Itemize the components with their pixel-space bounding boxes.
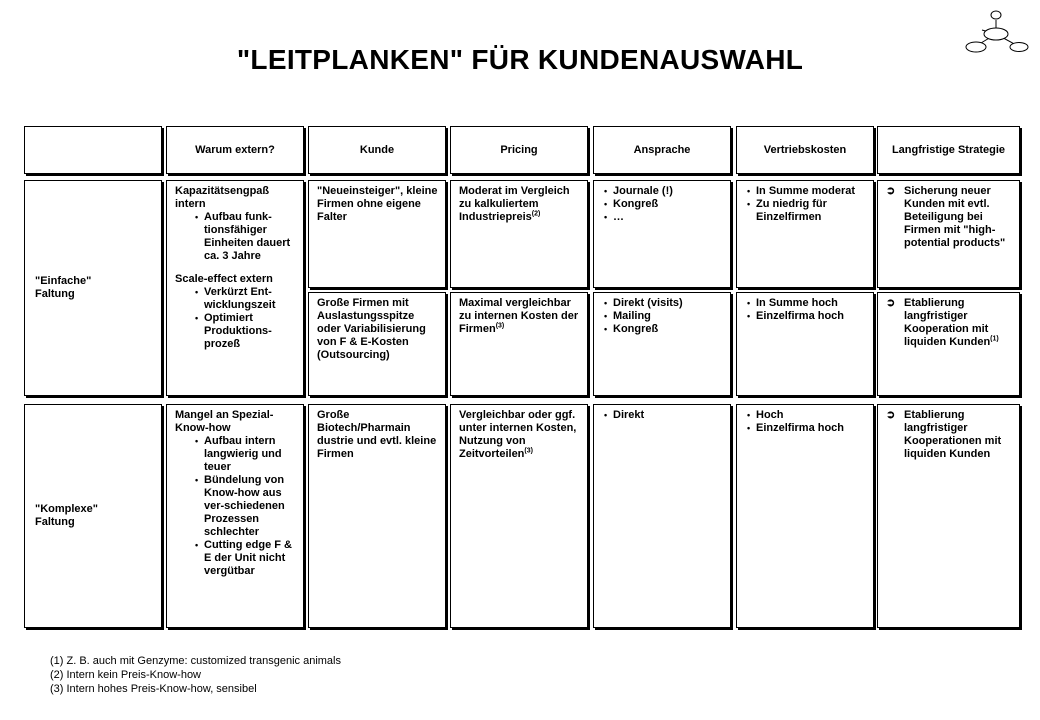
cell-ansprache-r2 — [593, 292, 731, 396]
vertrieb-r3-list — [745, 409, 867, 435]
strategie-r2-footnote: (1) — [990, 335, 999, 343]
strategie-r1-list — [886, 185, 1013, 250]
row-label-einfache-line1: "Einfache" — [35, 275, 92, 287]
page-title: "LEITPLANKEN" FÜR KUNDENAUSWAHL — [236, 44, 804, 75]
header-warum-extern: Warum extern? — [166, 126, 304, 174]
cell-warum-komplex — [166, 404, 304, 628]
row-label-einfache-faltung — [24, 180, 162, 396]
strategie-r2-text: Etablierung langfristiger Kooperation mit liquiden Kunden — [904, 297, 991, 348]
row-label-einfache-line2: Faltung — [35, 288, 75, 300]
warum-komplex-heading: Mangel an Spezial-Know-how — [175, 409, 274, 434]
footnotes — [50, 654, 341, 696]
cell-pricing-r2 — [450, 292, 588, 396]
list-item: • Direkt — [602, 409, 724, 422]
cell-vertrieb-r3 — [736, 404, 874, 628]
list-item: ➲ Etablierung langfristiger Kooperationen mit liquiden Kunden — [886, 409, 1013, 461]
molecule-logo-icon — [958, 6, 1034, 56]
cell-strategie-r2 — [877, 292, 1020, 396]
row-label-komplexe-line1: "Komplexe" — [35, 503, 99, 515]
list-item: • Einzelfirma hoch — [745, 310, 867, 323]
pricing-r3-text: Vergleichbar oder ggf. unter internen Kosten, Nutzung von Zeitvorteilen — [459, 409, 577, 460]
list-item: • Hoch — [745, 409, 867, 422]
cell-ansprache-r1 — [593, 180, 731, 288]
list-item: • Direkt (visits) — [602, 297, 724, 310]
list-item: • Kongreß — [602, 323, 724, 336]
list-item: • Cutting edge F & E der Unit nicht vergütbar — [193, 539, 297, 578]
pricing-r1-footnote: (2) — [531, 210, 541, 218]
warum-einfach-list-2 — [193, 286, 297, 351]
list-item: • In Summe moderat — [745, 185, 867, 198]
header-empty-cell — [24, 126, 162, 174]
cell-kunde-r1: "Neueinsteiger", kleine Firmen ohne eigene Falter — [308, 180, 446, 288]
strategie-r3-list — [886, 409, 1013, 461]
strategie-r2-list — [886, 297, 1013, 349]
pricing-r2-text: Maximal vergleichbar zu internen Kosten der Firmen — [459, 297, 579, 335]
row-label-komplexe-faltung — [24, 404, 162, 628]
header-vertriebskosten: Vertriebskosten — [736, 126, 874, 174]
cell-warum-einfach — [166, 180, 304, 396]
list-item: • Bündelung von Know-how aus ver-schiedenen Prozessen schlechter — [193, 474, 297, 539]
list-item: • Verkürzt Ent-wicklungszeit — [193, 286, 297, 312]
footnote-2: (2) Intern kein Preis-Know-how — [50, 669, 202, 681]
ansprache-r1-list — [602, 185, 724, 224]
cell-strategie-r3 — [877, 404, 1020, 628]
warum-einfach-heading-1: Kapazitätsengpaß intern — [175, 185, 270, 210]
vertrieb-r1-list — [745, 185, 867, 224]
list-item: • Einzelfirma hoch — [745, 422, 867, 435]
list-item: ➲ Sicherung neuer Kunden mit evtl. Beteiligung bei Firmen mit "high-potential products" — [886, 185, 1013, 250]
ansprache-r2-list — [602, 297, 724, 336]
header-kunde: Kunde — [308, 126, 446, 174]
cell-pricing-r3 — [450, 404, 588, 628]
cell-pricing-r1 — [450, 180, 588, 288]
header-langfristige-strategie: Langfristige Strategie — [877, 126, 1020, 174]
cell-vertrieb-r1 — [736, 180, 874, 288]
list-item: • Journale (!) — [602, 185, 724, 198]
list-item — [886, 297, 1013, 349]
header-ansprache: Ansprache — [593, 126, 731, 174]
footnote-1: (1) Z. B. auch mit Genzyme: customized transgenic animals — [50, 655, 341, 667]
footnote-3: (3) Intern hohes Preis-Know-how, sensibel — [50, 683, 257, 695]
row-label-komplexe-line2: Faltung — [35, 516, 75, 528]
list-item: • Zu niedrig für Einzelfirmen — [745, 198, 867, 224]
cell-strategie-r1 — [877, 180, 1020, 288]
warum-komplex-list — [193, 435, 297, 578]
list-item: • Optimiert Produktions-prozeß — [193, 312, 297, 351]
cell-ansprache-r3 — [593, 404, 731, 628]
cell-vertrieb-r2 — [736, 292, 874, 396]
list-item: • Kongreß — [602, 198, 724, 211]
list-item: • … — [602, 211, 724, 224]
pricing-r2-footnote: (3) — [495, 322, 505, 330]
warum-einfach-heading-2: Scale-effect extern — [175, 273, 273, 285]
warum-einfach-list-1 — [193, 211, 297, 263]
pricing-r1-text: Moderat im Vergleich zu kalkuliertem Industriepreis — [459, 185, 570, 223]
header-pricing: Pricing — [450, 126, 588, 174]
list-item: • In Summe hoch — [745, 297, 867, 310]
list-item: • Aufbau intern langwierig und teuer — [193, 435, 297, 474]
ansprache-r3-list — [602, 409, 724, 422]
cell-kunde-r3: Große Biotech/Pharmain dustrie und evtl. kleine Firmen — [308, 404, 446, 628]
pricing-r3-footnote: (3) — [524, 447, 533, 455]
list-item: • Mailing — [602, 310, 724, 323]
cell-kunde-r2: Große Firmen mit Auslastungsspitze oder Variabilisierung von F & E-Kosten (Outsourcing) — [308, 292, 446, 396]
vertrieb-r2-list — [745, 297, 867, 323]
list-item: • Aufbau funk-tionsfähiger Einheiten dauert ca. 3 Jahre — [193, 211, 297, 263]
